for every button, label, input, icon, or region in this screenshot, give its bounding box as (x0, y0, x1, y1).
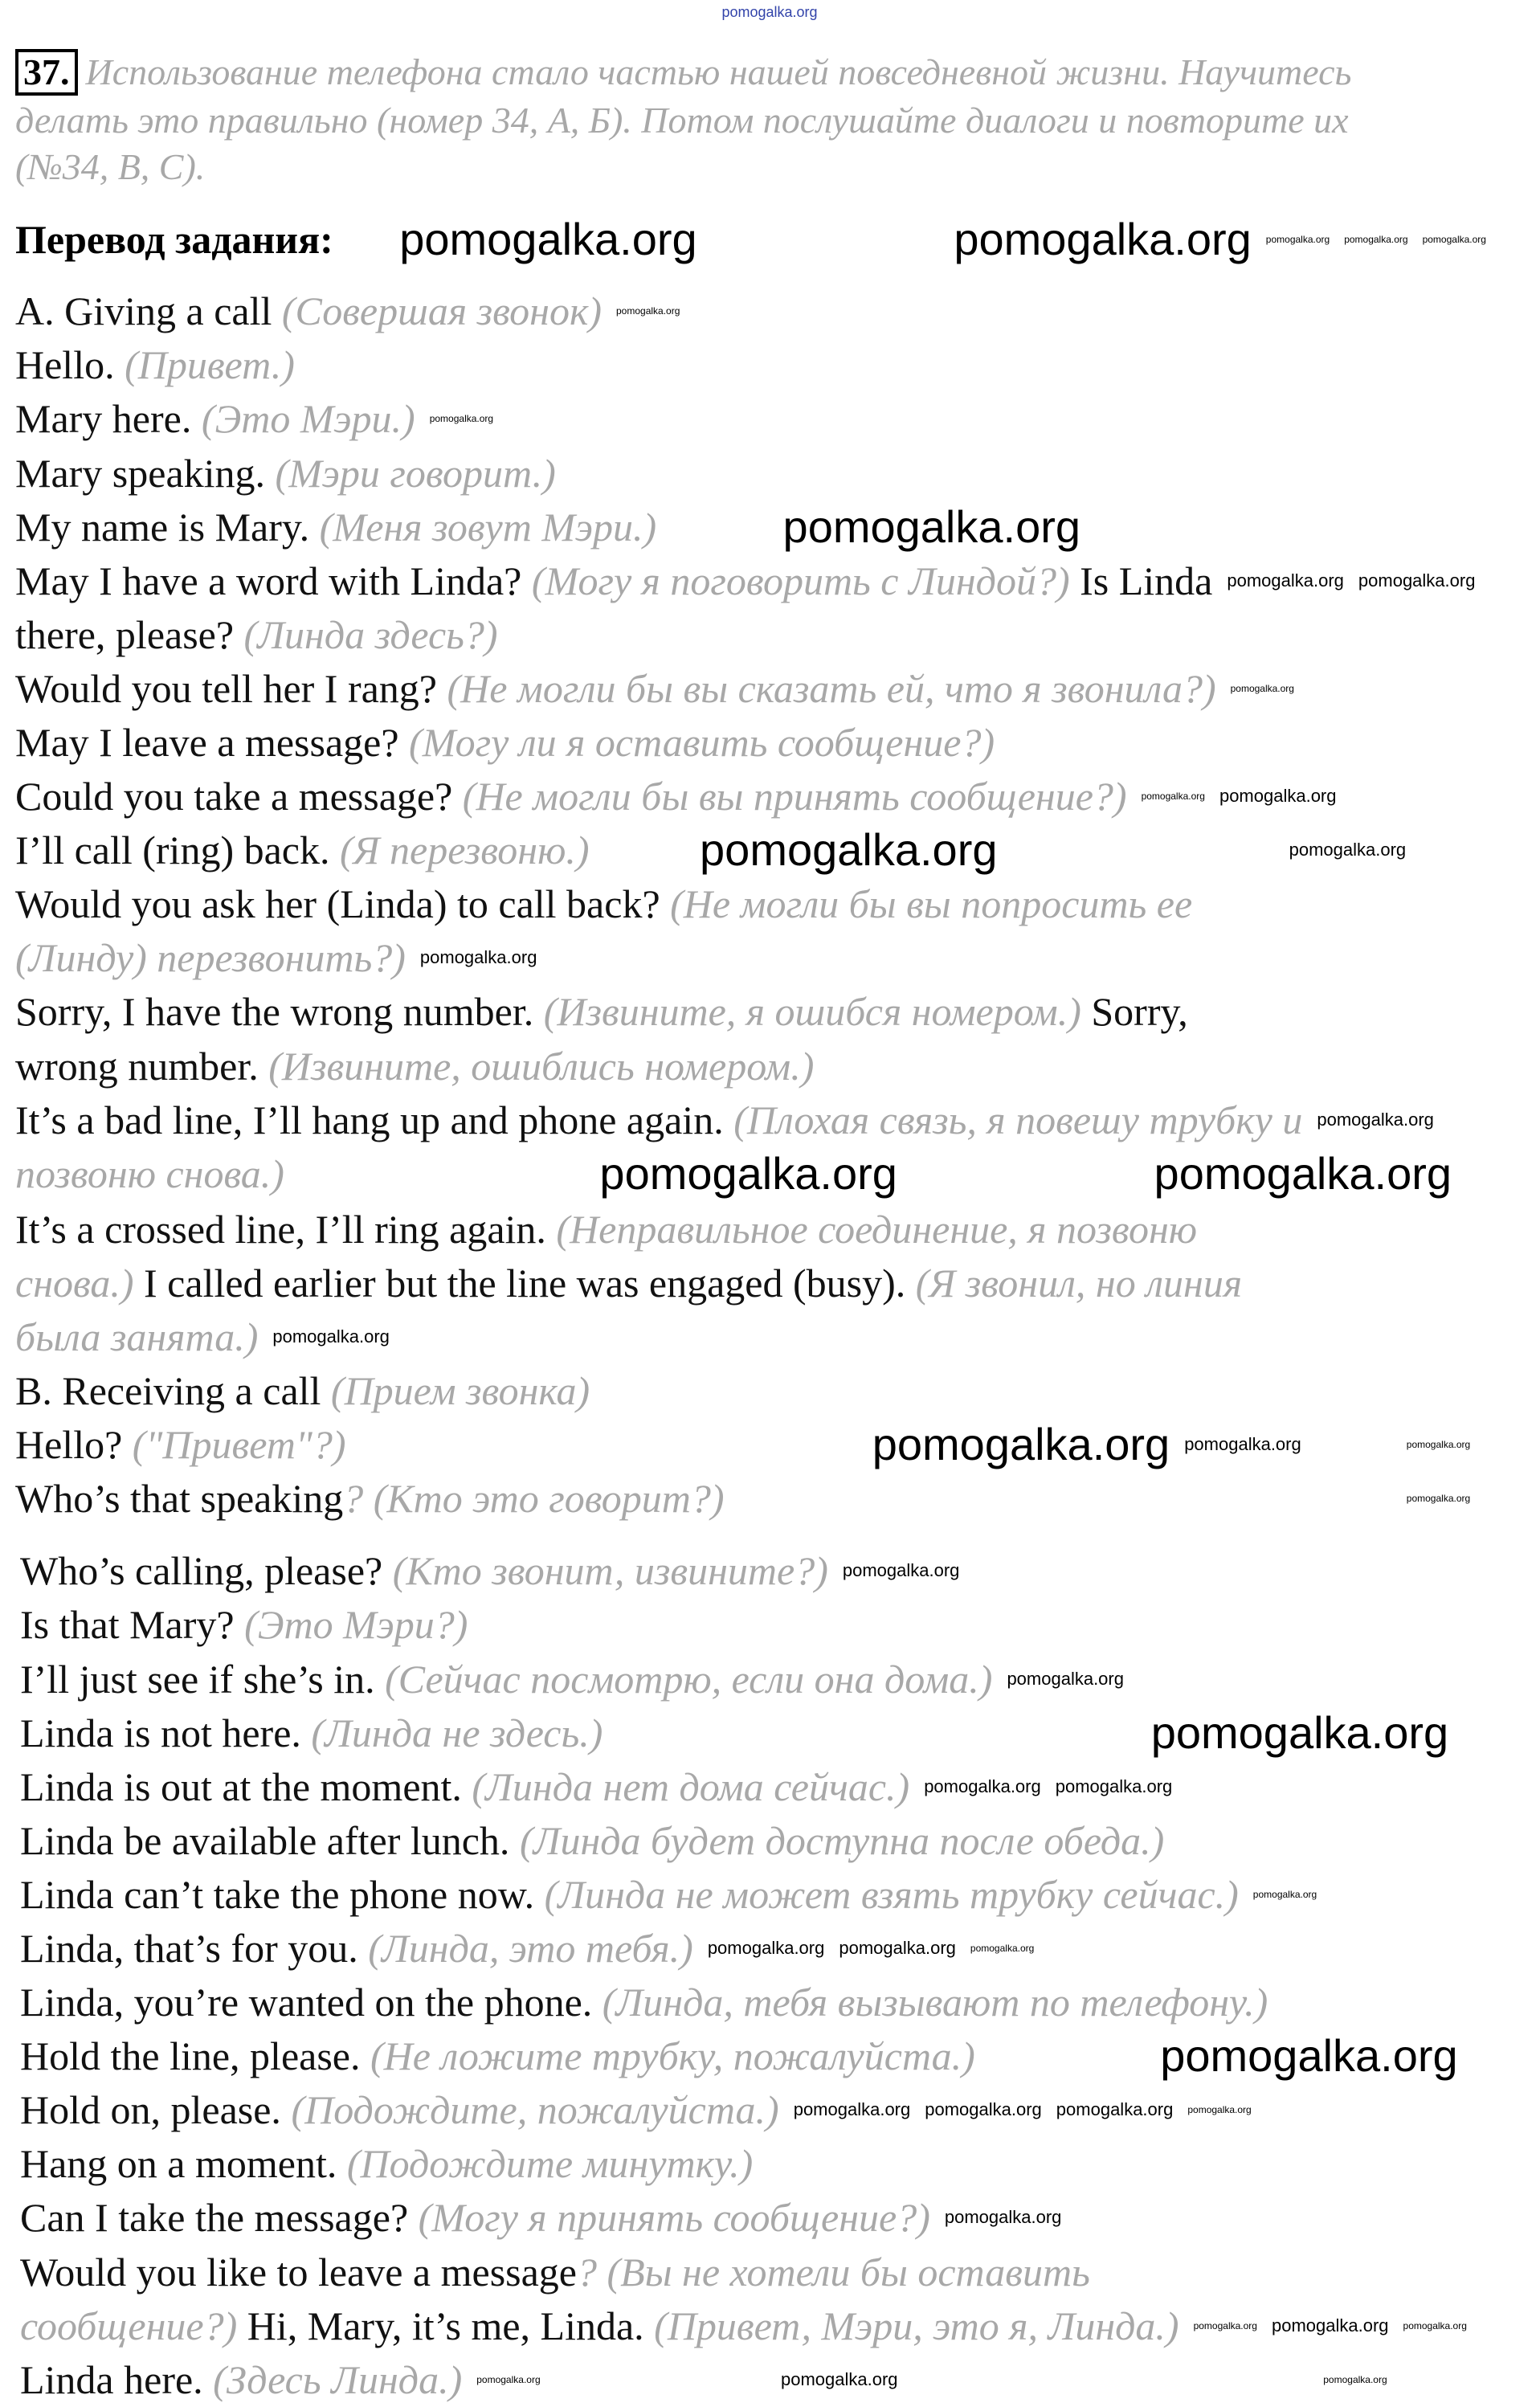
english-text: May I leave a message? (15, 719, 410, 765)
phrase-line (15, 877, 1192, 931)
watermark: pomogalka.org (429, 413, 494, 425)
watermark: pomogalka.org (782, 501, 1080, 552)
english-text: Linda can’t take the phone now. (20, 1871, 545, 1917)
english-text: Can I take the message? (20, 2195, 419, 2241)
english-text: B. Receiving a call (15, 1368, 331, 1414)
watermark: pomogalka.org (954, 214, 1252, 264)
russian-translation: позвоню снова.) (15, 1150, 284, 1196)
english-text: A. Giving a call (15, 288, 282, 334)
russian-translation: (Линда здесь?) (243, 611, 498, 657)
watermark: pomogalka.org (872, 1419, 1170, 1470)
watermark: pomogalka.org (1271, 2315, 1389, 2335)
english-text: Is Linda (1069, 558, 1213, 603)
english-text: Linda, that’s for you. (20, 1926, 369, 1971)
phrase-line (15, 823, 589, 877)
phrase-line (15, 770, 1127, 823)
english-text: Linda here. (20, 2356, 214, 2402)
russian-translation: (Линда нет дома сейчас.) (472, 1763, 910, 1809)
phrase-line (15, 1040, 814, 1093)
watermark: pomogalka.org (272, 1326, 390, 1347)
watermark: pomogalka.org (1406, 1493, 1471, 1505)
watermark: pomogalka.org (1265, 234, 1330, 245)
russian-translation: (Не ложите трубку, пожалуйста.) (370, 2033, 975, 2079)
english-text: Hold the line, please. (20, 2033, 370, 2079)
phrase-line (15, 501, 656, 554)
english-text: May I have a word with Linda? (15, 558, 532, 603)
russian-translation: (Линда не здесь.) (311, 1710, 603, 1755)
russian-translation: ? (Кто это говорит?) (343, 1476, 725, 1522)
english-text: I’ll just see if she’s in. (20, 1656, 386, 1702)
watermark: pomogalka.org (1406, 1439, 1471, 1451)
phrase-line (20, 2029, 975, 2083)
watermark: pomogalka.org (1403, 2319, 1467, 2331)
russian-translation: (Могу я поговорить с Линдой?) (531, 558, 1070, 603)
watermark: pomogalka.org (1154, 1147, 1452, 1199)
phrase-line (15, 1203, 1197, 1257)
phrase-line (20, 1544, 828, 1598)
english-text: Hello. (15, 342, 125, 388)
watermark: pomogalka.org (1422, 234, 1486, 245)
phrase-line (20, 2299, 1179, 2353)
english-text: I called earlier but the line was engaged (busy). (133, 1260, 916, 1306)
watermark: pomogalka.org (1160, 2030, 1458, 2082)
phrase-line (15, 1472, 725, 1526)
english-text: Hold on, please. (20, 2087, 292, 2133)
english-text: Who’s calling, please? (20, 1548, 393, 1594)
watermark: pomogalka.org (1150, 1706, 1449, 1758)
english-text: Would you like to leave a message (20, 2249, 577, 2295)
phrase-line (20, 2246, 1090, 2299)
english-text: Hang on a moment. (20, 2141, 347, 2187)
russian-translation: ? (Вы не хотели бы оставить (577, 2249, 1090, 2295)
watermark: pomogalka.org (1317, 1109, 1434, 1130)
phrase-line (20, 2353, 462, 2407)
phrase-line (20, 2083, 779, 2137)
phrase-line (20, 2137, 753, 2191)
phrase-line (20, 1760, 909, 1814)
russian-translation: (Линда, это тебя.) (368, 1926, 693, 1971)
russian-translation: (Не могли бы вы сказать ей, что я звонила?) (447, 665, 1216, 711)
phrase-line (20, 2191, 930, 2245)
english-text: wrong number. (15, 1043, 269, 1089)
phrase-line (15, 1257, 1242, 1310)
phrase-line (20, 1922, 693, 1976)
english-text: Linda is not here. (20, 1710, 312, 1755)
russian-translation: (Извините, я ошибся номером.) (543, 989, 1081, 1035)
russian-translation: (Плохая связь, я повешу трубку и (733, 1097, 1303, 1142)
phrase-line (15, 284, 602, 338)
russian-translation: (Не могли бы вы принять сообщение?) (462, 774, 1127, 819)
russian-translation: (Я перезвоню.) (339, 828, 590, 873)
english-text: Linda, you’re wanted on the phone. (20, 1980, 603, 2025)
task-line-1 (15, 48, 1351, 96)
watermark: pomogalka.org (944, 2207, 1062, 2228)
english-text: Linda be available after lunch. (20, 1817, 520, 1863)
russian-translation: (Прием звонка) (330, 1368, 590, 1414)
watermark: pomogalka.org (1323, 2373, 1387, 2385)
watermark: pomogalka.org (599, 1147, 897, 1199)
watermark: pomogalka.org (1344, 234, 1408, 245)
russian-translation: ("Привет"?) (132, 1422, 346, 1468)
english-text: Could you take a message? (15, 774, 463, 819)
russian-translation: (Подождите минутку.) (346, 2141, 754, 2187)
russian-translation: (Могу я принять сообщение?) (418, 2195, 930, 2241)
russian-translation: (Линда будет доступна после обеда.) (519, 1817, 1165, 1863)
phrase-line (20, 1653, 992, 1706)
watermark: pomogalka.org (419, 947, 537, 968)
phrase-line (15, 931, 406, 985)
watermark: pomogalka.org (476, 2373, 541, 2385)
english-text: Would you ask her (Linda) to call back? (15, 881, 671, 927)
phrase-line (15, 1310, 258, 1364)
phrase-line (20, 1976, 1268, 2029)
russian-translation: (Извините, ошиблись номером.) (268, 1043, 815, 1089)
phrase-line (15, 1147, 284, 1201)
russian-translation: (Меня зовут Мэри.) (319, 504, 657, 550)
watermark: pomogalka.org (1007, 1668, 1124, 1689)
watermark: pomogalka.org (793, 2099, 911, 2120)
russian-translation: (Линда, тебя вызывают по телефону.) (602, 1980, 1268, 2025)
russian-translation: (Сейчас посмотрю, если она дома.) (385, 1656, 993, 1702)
english-text: there, please? (15, 611, 244, 657)
english-text: Hello? (15, 1422, 133, 1468)
watermark: pomogalka.org (924, 1776, 1041, 1796)
english-text: I’ll call (ring) back. (15, 828, 340, 873)
russian-translation: (Линду) перезвонить?) (15, 935, 406, 981)
russian-translation: (Совершая звонок) (281, 288, 602, 334)
phrase-line (15, 662, 1216, 716)
russian-translation: (Кто звонит, извините?) (392, 1548, 828, 1594)
english-text: Who’s that speaking (15, 1476, 344, 1522)
phrase-line (20, 1868, 1239, 1922)
russian-translation: (Я звонил, но линия (915, 1260, 1243, 1306)
watermark: pomogalka.org (842, 1560, 960, 1581)
watermark: pomogalka.org (1056, 2099, 1174, 2120)
watermark: pomogalka.org (707, 1938, 825, 1958)
english-text: Linda is out at the moment. (20, 1763, 472, 1809)
watermark: pomogalka.org (780, 2368, 898, 2389)
phrase-line (20, 1598, 468, 1652)
watermark: pomogalka.org (1358, 570, 1476, 591)
watermark: pomogalka.org (970, 1943, 1035, 1954)
phrase-line (15, 608, 498, 662)
english-text: Hi, Mary, it’s me, Linda. (237, 2303, 655, 2348)
phrase-line (15, 392, 415, 446)
english-text: My name is Mary. (15, 504, 320, 550)
english-text: Sorry, I have the wrong number. (15, 989, 544, 1035)
russian-translation: сообщение?) (20, 2303, 238, 2348)
english-text: Mary here. (15, 396, 202, 442)
watermark: pomogalka.org (700, 824, 998, 876)
english-text: Sorry, (1080, 989, 1188, 1035)
phrase-line (15, 447, 556, 501)
watermark: pomogalka.org (1141, 791, 1205, 803)
russian-translation: (Привет, Мэри, это я, Линда.) (654, 2303, 1179, 2348)
watermark: pomogalka.org (1252, 1888, 1317, 1900)
english-text: Mary speaking. (15, 450, 276, 496)
russian-translation: (Мэри говорит.) (275, 450, 556, 496)
russian-translation: (Могу ли я оставить сообщение?) (409, 719, 995, 765)
task-text: Использование телефона стало частью нашей повседневной жизни. Научитесь (85, 51, 1352, 92)
phrase-line (20, 1814, 1164, 1868)
watermark: pomogalka.org (1193, 2319, 1257, 2331)
watermark: pomogalka.org (839, 1938, 956, 1958)
english-text: Is that Mary? (20, 1602, 245, 1648)
translation-title: Перевод задания: (15, 217, 333, 262)
watermark: pomogalka.org (925, 2099, 1042, 2120)
task-number: 37. (15, 49, 78, 96)
phrase-line (20, 1706, 603, 1760)
russian-translation: (Линда не может взять трубку сейчас.) (544, 1871, 1239, 1917)
watermark: pomogalka.org (1219, 786, 1337, 807)
watermark: pomogalka.org (1055, 1776, 1173, 1796)
phrase-line (15, 1093, 1302, 1147)
russian-translation: (Не могли бы вы попросить ее (670, 881, 1193, 927)
watermark: pomogalka.org (1227, 570, 1344, 591)
russian-translation: (Неправильное соединение, я позвоню (556, 1206, 1198, 1252)
watermark: pomogalka.org (399, 214, 697, 264)
russian-translation: (Это Мэри.) (201, 396, 415, 442)
task-line-2: делать это правильно (номер 34, А, Б). Потом послушайте диалоги и повторите их (15, 100, 1349, 141)
watermark: pomogalka.org (1184, 1434, 1301, 1455)
watermark: pomogalka.org (616, 305, 680, 317)
phrase-line (15, 338, 295, 392)
phrase-line (15, 716, 995, 770)
russian-translation: (Привет.) (125, 342, 295, 388)
english-text: Would you tell her I rang? (15, 665, 447, 711)
russian-translation: (Здесь Линда.) (213, 2356, 463, 2402)
russian-translation: (Подождите, пожалуйста.) (291, 2087, 779, 2133)
watermark: pomogalka.org (1187, 2104, 1252, 2116)
russian-translation: снова.) (15, 1260, 134, 1306)
phrase-line (15, 1418, 346, 1472)
russian-translation: (Это Мэри?) (244, 1602, 468, 1648)
top-watermark: pomogalka.org (721, 4, 818, 20)
watermark: pomogalka.org (1230, 682, 1294, 694)
task-line-3: (№34, В, С). (15, 146, 206, 187)
english-text: It’s a crossed line, I’ll ring again. (15, 1206, 557, 1252)
phrase-line (15, 1364, 590, 1418)
phrase-line (15, 554, 1212, 608)
phrase-line (15, 985, 1188, 1039)
russian-translation: была занята.) (15, 1314, 259, 1359)
english-text: It’s a bad line, I’ll hang up and phone again. (15, 1097, 734, 1142)
watermark: pomogalka.org (1289, 840, 1407, 860)
